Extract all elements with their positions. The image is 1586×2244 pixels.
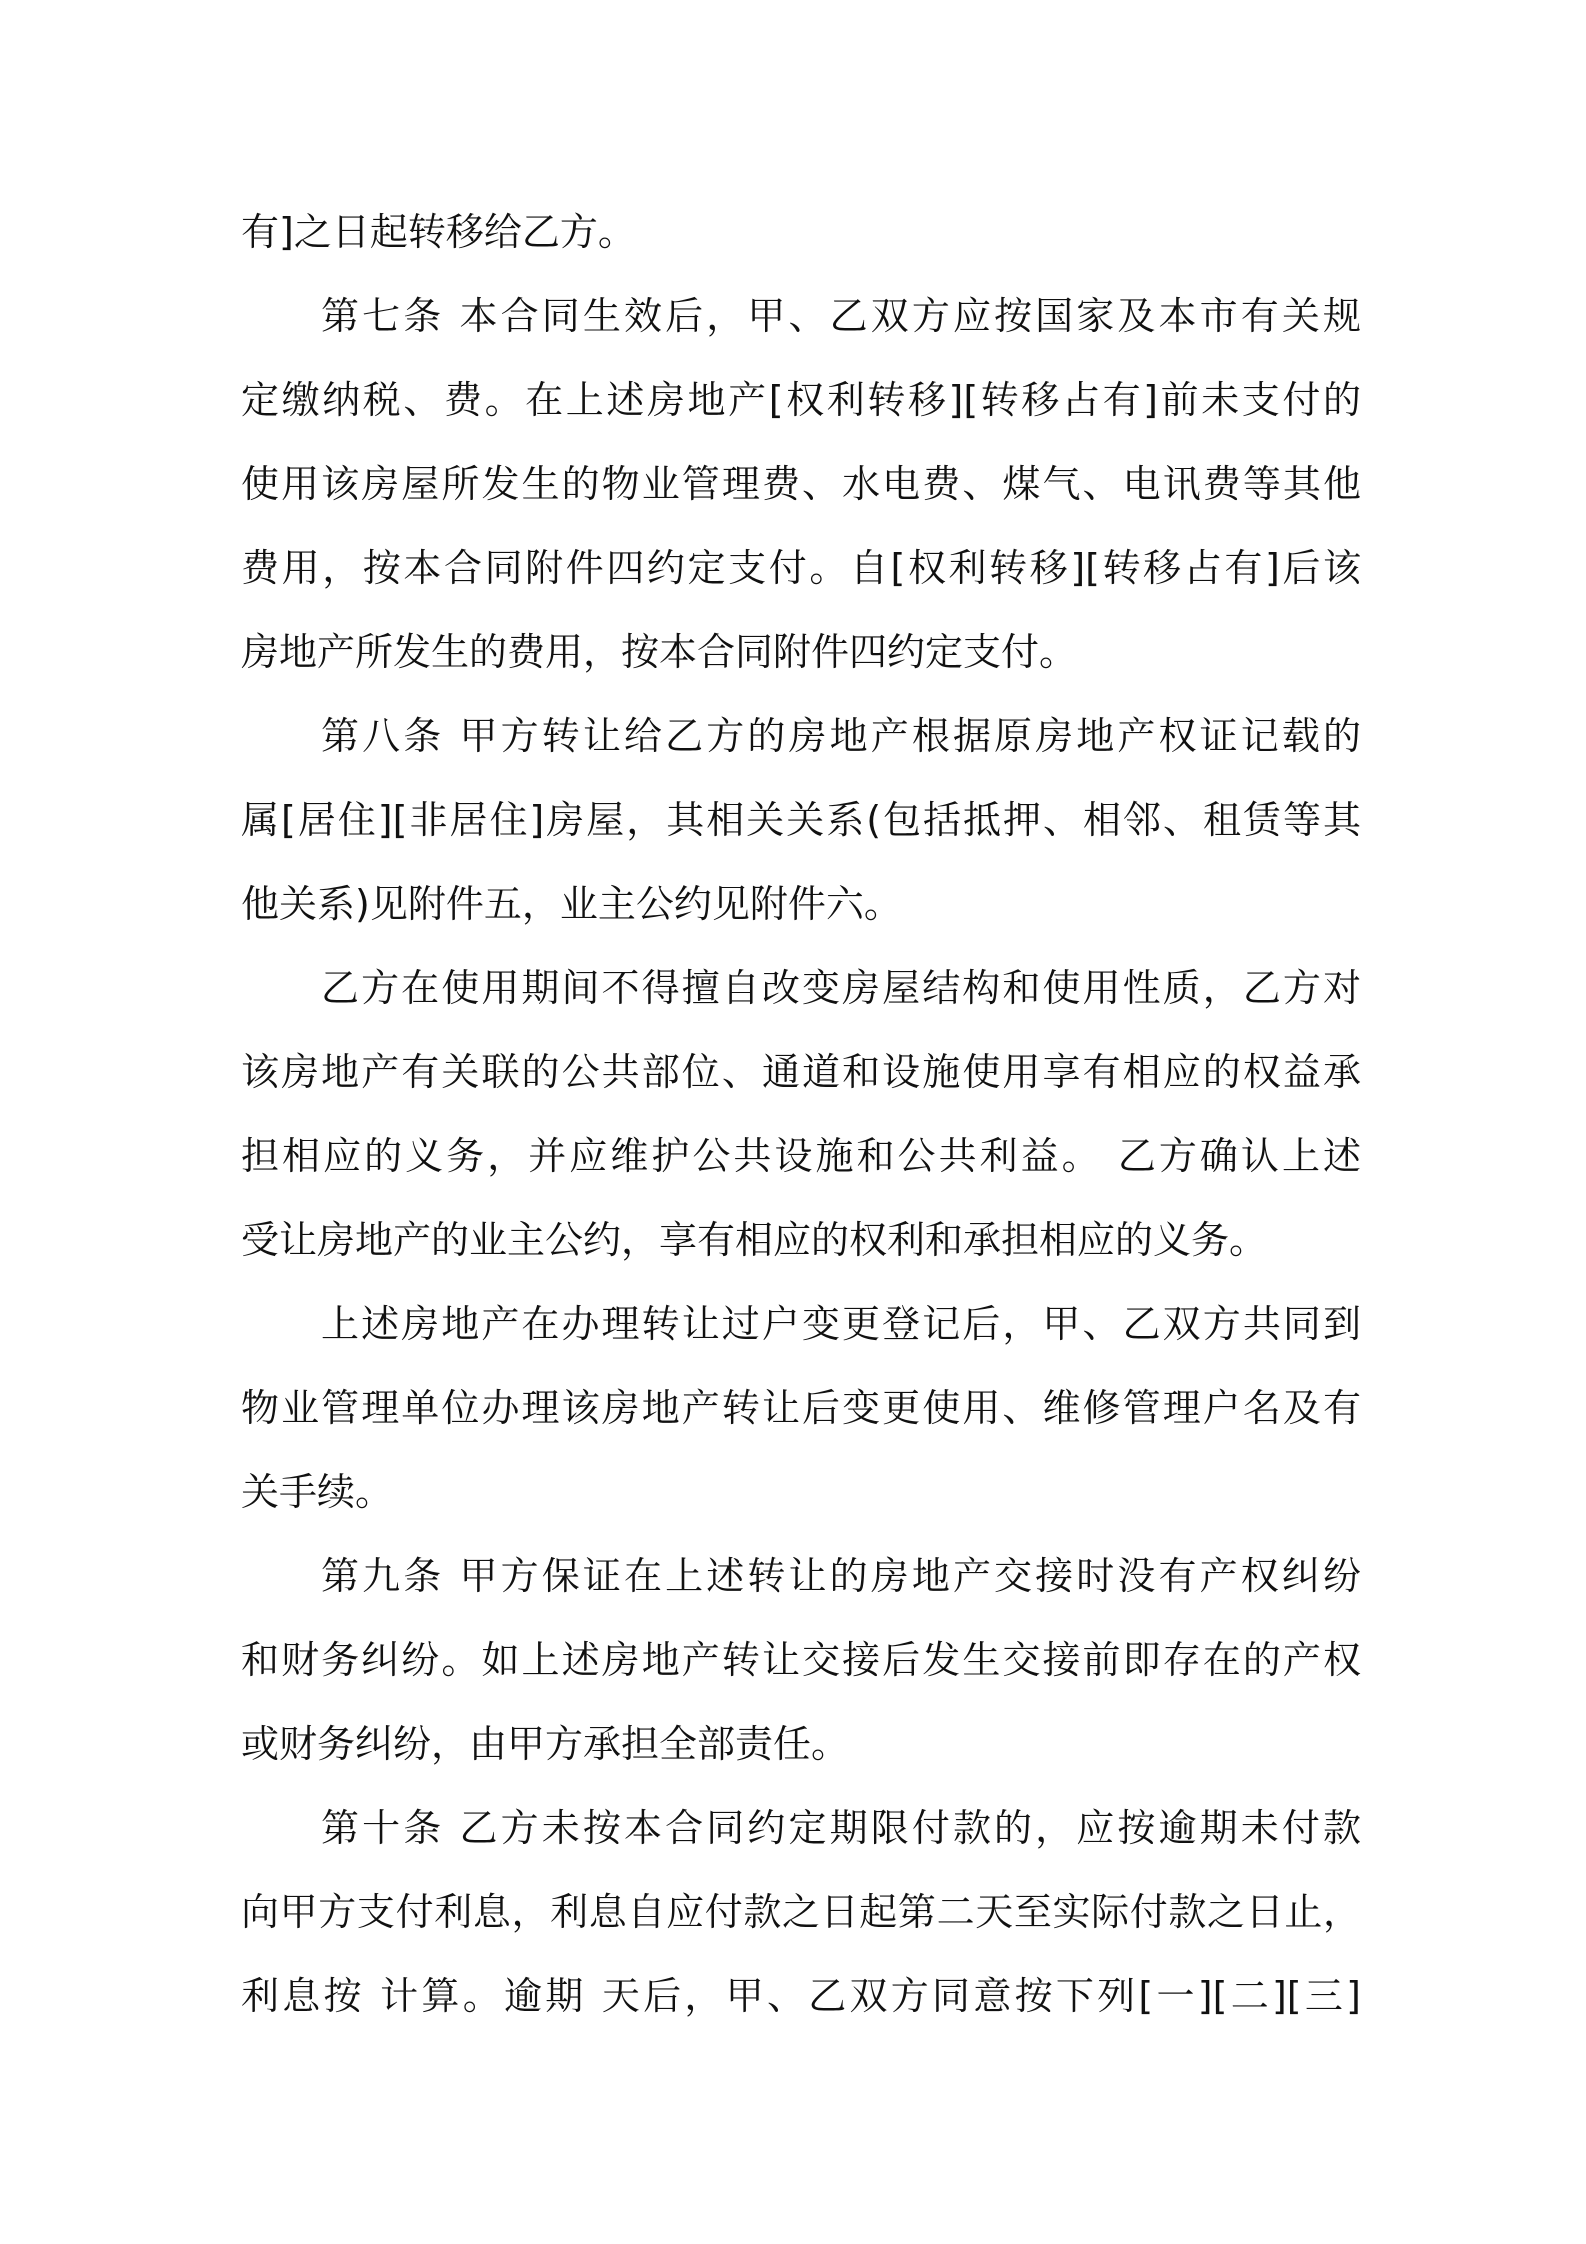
text-line: 他关系)见附件五，业主公约见附件六。 [241, 882, 902, 926]
text-line: 房地产所发生的费用，按本合同附件四约定支付。 [241, 630, 1078, 674]
text-line-article-9: 第九条 甲方保证在上述转让的房地产交接时没有产权纠纷 [321, 1554, 1361, 1598]
text-line-paragraph: 上述房地产在办理转让过户变更登记后，甲、乙双方共同到 [321, 1302, 1361, 1346]
text-line-paragraph: 乙方在使用期间不得擅自改变房屋结构和使用性质，乙方对 [321, 966, 1361, 1010]
text-line: 和财务纠纷。如上述房地产转让交接后发生交接前即存在的产权 [241, 1638, 1361, 1682]
text-line: 物业管理单位办理该房地产转让后变更使用、维修管理户名及有 [241, 1386, 1361, 1430]
text-line-article-10: 第十条 乙方未按本合同约定期限付款的，应按逾期未付款 [321, 1806, 1361, 1850]
text-line: 有]之日起转移给乙方。 [241, 210, 636, 254]
contract-text-block [241, 190, 1361, 2038]
text-line: 使用该房屋所发生的物业管理费、水电费、煤气、电讯费等其他 [241, 462, 1361, 506]
text-line-article-8: 第八条 甲方转让给乙方的房地产根据原房地产权证记载的 [321, 714, 1361, 758]
text-line: 利息按 计算。逾期 天后，甲、乙双方同意按下列[一][二][三] [241, 1974, 1361, 2018]
text-line-article-7: 第七条 本合同生效后，甲、乙双方应按国家及本市有关规 [321, 294, 1361, 338]
text-line: 向甲方支付利息，利息自应付款之日起第二天至实际付款之日止， [241, 1890, 1361, 1934]
text-line: 费用，按本合同附件四约定支付。自[权利转移][转移占有]后该 [241, 546, 1361, 590]
text-line: 属[居住][非居住]房屋，其相关关系(包括抵押、相邻、租赁等其 [241, 798, 1361, 842]
text-line: 该房地产有关联的公共部位、通道和设施使用享有相应的权益承 [241, 1050, 1361, 1094]
text-line: 定缴纳税、费。在上述房地产[权利转移][转移占有]前未支付的 [241, 378, 1361, 422]
text-line: 关手续。 [241, 1470, 394, 1514]
text-line: 或财务纠纷，由甲方承担全部责任。 [241, 1722, 850, 1766]
text-line: 担相应的义务，并应维护公共设施和公共利益。 乙方确认上述 [241, 1134, 1361, 1178]
text-line: 受让房地产的业主公约，享有相应的权利和承担相应的义务。 [241, 1218, 1268, 1262]
